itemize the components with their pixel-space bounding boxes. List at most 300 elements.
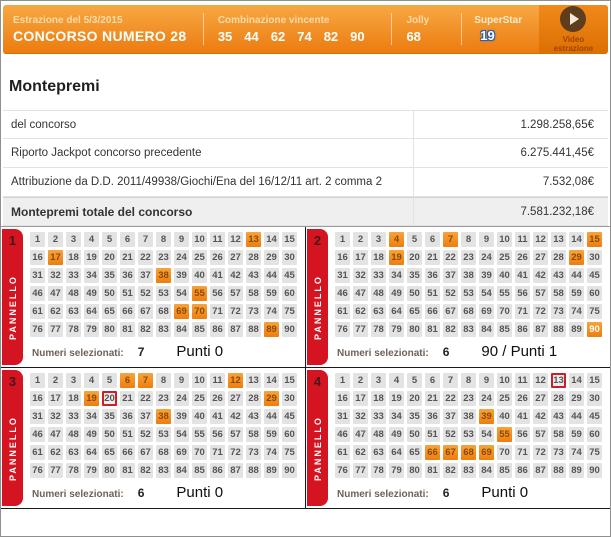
- number-cell[interactable]: 5: [102, 373, 117, 388]
- number-cell[interactable]: 39: [174, 409, 189, 424]
- number-cell[interactable]: 18: [66, 250, 81, 265]
- number-cell[interactable]: 89: [569, 463, 584, 478]
- number-cell[interactable]: 85: [497, 322, 512, 337]
- number-cell[interactable]: 63: [371, 445, 386, 460]
- number-cell[interactable]: 36: [425, 409, 440, 424]
- number-cell[interactable]: 59: [264, 286, 279, 301]
- number-cell[interactable]: 25: [497, 250, 512, 265]
- number-cell[interactable]: 75: [282, 445, 297, 460]
- number-cell[interactable]: 41: [210, 268, 225, 283]
- number-cell[interactable]: 52: [138, 286, 153, 301]
- number-cell[interactable]: 48: [66, 286, 81, 301]
- number-cell[interactable]: 56: [210, 427, 225, 442]
- number-cell[interactable]: 35: [102, 268, 117, 283]
- number-cell[interactable]: 32: [48, 409, 63, 424]
- number-cell[interactable]: 57: [228, 286, 243, 301]
- number-cell[interactable]: 83: [461, 322, 476, 337]
- number-cell[interactable]: 27: [228, 391, 243, 406]
- number-cell[interactable]: 80: [407, 463, 422, 478]
- number-cell[interactable]: 85: [497, 463, 512, 478]
- number-cell[interactable]: 33: [371, 268, 386, 283]
- number-cell[interactable]: 69: [479, 445, 494, 460]
- number-cell[interactable]: 80: [407, 322, 422, 337]
- number-cell[interactable]: 4: [389, 232, 404, 247]
- number-cell[interactable]: 10: [192, 232, 207, 247]
- number-cell[interactable]: 66: [425, 445, 440, 460]
- number-cell[interactable]: 4: [389, 373, 404, 388]
- number-cell[interactable]: 34: [389, 409, 404, 424]
- number-cell[interactable]: 77: [48, 463, 63, 478]
- number-cell[interactable]: 85: [192, 322, 207, 337]
- number-cell[interactable]: 29: [264, 391, 279, 406]
- number-cell[interactable]: 39: [479, 409, 494, 424]
- number-cell[interactable]: 67: [138, 445, 153, 460]
- number-cell[interactable]: 87: [533, 322, 548, 337]
- number-cell[interactable]: 78: [66, 463, 81, 478]
- number-cell[interactable]: 14: [569, 232, 584, 247]
- number-cell[interactable]: 88: [246, 322, 261, 337]
- number-cell[interactable]: 88: [246, 463, 261, 478]
- number-cell[interactable]: 27: [228, 250, 243, 265]
- number-cell[interactable]: 83: [156, 322, 171, 337]
- number-cell[interactable]: 12: [228, 373, 243, 388]
- number-cell[interactable]: 7: [443, 232, 458, 247]
- number-cell[interactable]: 68: [156, 445, 171, 460]
- number-cell[interactable]: 20: [102, 391, 117, 406]
- number-cell[interactable]: 76: [30, 322, 45, 337]
- number-cell[interactable]: 25: [192, 391, 207, 406]
- number-cell[interactable]: 71: [210, 304, 225, 319]
- number-cell[interactable]: 8: [156, 373, 171, 388]
- number-cell[interactable]: 11: [210, 232, 225, 247]
- number-cell[interactable]: 18: [371, 391, 386, 406]
- number-cell[interactable]: 13: [246, 373, 261, 388]
- number-cell[interactable]: 31: [30, 409, 45, 424]
- number-cell[interactable]: 52: [138, 427, 153, 442]
- number-cell[interactable]: 20: [102, 250, 117, 265]
- number-cell[interactable]: 9: [174, 373, 189, 388]
- number-cell[interactable]: 32: [353, 409, 368, 424]
- number-cell[interactable]: 71: [515, 445, 530, 460]
- number-cell[interactable]: 40: [192, 268, 207, 283]
- number-cell[interactable]: 83: [461, 463, 476, 478]
- number-cell[interactable]: 27: [533, 250, 548, 265]
- number-cell[interactable]: 11: [515, 373, 530, 388]
- number-cell[interactable]: 54: [479, 427, 494, 442]
- number-cell[interactable]: 36: [425, 268, 440, 283]
- number-cell[interactable]: 87: [228, 463, 243, 478]
- number-cell[interactable]: 37: [443, 268, 458, 283]
- number-cell[interactable]: 1: [335, 373, 350, 388]
- number-cell[interactable]: 28: [246, 391, 261, 406]
- number-cell[interactable]: 60: [587, 427, 602, 442]
- number-cell[interactable]: 1: [335, 232, 350, 247]
- number-cell[interactable]: 44: [264, 409, 279, 424]
- number-cell[interactable]: 66: [120, 445, 135, 460]
- number-cell[interactable]: 44: [264, 268, 279, 283]
- number-cell[interactable]: 17: [48, 391, 63, 406]
- number-cell[interactable]: 65: [407, 445, 422, 460]
- number-cell[interactable]: 57: [228, 427, 243, 442]
- number-cell[interactable]: 76: [335, 463, 350, 478]
- number-cell[interactable]: 67: [443, 304, 458, 319]
- number-cell[interactable]: 71: [210, 445, 225, 460]
- number-cell[interactable]: 28: [551, 391, 566, 406]
- number-cell[interactable]: 62: [353, 304, 368, 319]
- number-cell[interactable]: 84: [174, 322, 189, 337]
- number-cell[interactable]: 90: [282, 322, 297, 337]
- number-cell[interactable]: 38: [461, 409, 476, 424]
- number-cell[interactable]: 30: [587, 250, 602, 265]
- number-cell[interactable]: 29: [569, 391, 584, 406]
- number-cell[interactable]: 29: [569, 250, 584, 265]
- number-cell[interactable]: 69: [174, 304, 189, 319]
- number-cell[interactable]: 73: [246, 304, 261, 319]
- number-cell[interactable]: 7: [443, 373, 458, 388]
- number-cell[interactable]: 51: [120, 427, 135, 442]
- number-cell[interactable]: 49: [84, 427, 99, 442]
- number-cell[interactable]: 53: [156, 286, 171, 301]
- number-cell[interactable]: 56: [515, 286, 530, 301]
- number-cell[interactable]: 19: [84, 250, 99, 265]
- number-cell[interactable]: 73: [551, 304, 566, 319]
- number-cell[interactable]: 46: [30, 286, 45, 301]
- number-cell[interactable]: 55: [497, 427, 512, 442]
- number-cell[interactable]: 38: [156, 268, 171, 283]
- number-cell[interactable]: 45: [587, 409, 602, 424]
- number-cell[interactable]: 69: [174, 445, 189, 460]
- number-cell[interactable]: 2: [48, 373, 63, 388]
- number-cell[interactable]: 68: [461, 304, 476, 319]
- number-cell[interactable]: 12: [533, 373, 548, 388]
- number-cell[interactable]: 76: [30, 463, 45, 478]
- number-cell[interactable]: 37: [138, 409, 153, 424]
- number-cell[interactable]: 81: [425, 463, 440, 478]
- number-cell[interactable]: 65: [102, 445, 117, 460]
- number-cell[interactable]: 89: [569, 322, 584, 337]
- number-cell[interactable]: 74: [569, 445, 584, 460]
- number-cell[interactable]: 26: [210, 250, 225, 265]
- number-cell[interactable]: 87: [533, 463, 548, 478]
- number-cell[interactable]: 16: [30, 391, 45, 406]
- number-cell[interactable]: 33: [66, 268, 81, 283]
- number-cell[interactable]: 49: [389, 286, 404, 301]
- number-cell[interactable]: 84: [174, 463, 189, 478]
- number-cell[interactable]: 32: [48, 268, 63, 283]
- number-cell[interactable]: 88: [551, 322, 566, 337]
- number-cell[interactable]: 65: [102, 304, 117, 319]
- number-cell[interactable]: 10: [497, 373, 512, 388]
- number-cell[interactable]: 18: [66, 391, 81, 406]
- number-cell[interactable]: 34: [84, 409, 99, 424]
- number-cell[interactable]: 47: [353, 286, 368, 301]
- number-cell[interactable]: 21: [425, 391, 440, 406]
- number-cell[interactable]: 61: [30, 304, 45, 319]
- number-cell[interactable]: 53: [461, 427, 476, 442]
- number-cell[interactable]: 66: [120, 304, 135, 319]
- number-cell[interactable]: 86: [210, 322, 225, 337]
- number-cell[interactable]: 22: [138, 391, 153, 406]
- number-cell[interactable]: 61: [335, 304, 350, 319]
- number-cell[interactable]: 17: [48, 250, 63, 265]
- number-cell[interactable]: 89: [264, 463, 279, 478]
- number-cell[interactable]: 22: [443, 391, 458, 406]
- number-cell[interactable]: 37: [138, 268, 153, 283]
- number-cell[interactable]: 44: [569, 268, 584, 283]
- number-cell[interactable]: 50: [407, 427, 422, 442]
- number-cell[interactable]: 20: [407, 391, 422, 406]
- number-cell[interactable]: 13: [551, 232, 566, 247]
- number-cell[interactable]: 34: [389, 268, 404, 283]
- number-cell[interactable]: 15: [282, 373, 297, 388]
- number-cell[interactable]: 59: [569, 286, 584, 301]
- number-cell[interactable]: 42: [228, 409, 243, 424]
- number-cell[interactable]: 1: [30, 232, 45, 247]
- number-cell[interactable]: 35: [407, 268, 422, 283]
- number-cell[interactable]: 62: [48, 304, 63, 319]
- number-cell[interactable]: 74: [569, 304, 584, 319]
- number-cell[interactable]: 72: [533, 445, 548, 460]
- number-cell[interactable]: 80: [102, 463, 117, 478]
- number-cell[interactable]: 90: [587, 322, 602, 337]
- number-cell[interactable]: 32: [353, 268, 368, 283]
- number-cell[interactable]: 43: [551, 268, 566, 283]
- number-cell[interactable]: 5: [407, 232, 422, 247]
- number-cell[interactable]: 81: [120, 463, 135, 478]
- number-cell[interactable]: 17: [353, 391, 368, 406]
- number-cell[interactable]: 61: [335, 445, 350, 460]
- number-cell[interactable]: 12: [533, 232, 548, 247]
- number-cell[interactable]: 49: [84, 286, 99, 301]
- number-cell[interactable]: 78: [371, 322, 386, 337]
- number-cell[interactable]: 21: [120, 250, 135, 265]
- number-cell[interactable]: 79: [389, 322, 404, 337]
- number-cell[interactable]: 16: [335, 391, 350, 406]
- number-cell[interactable]: 11: [210, 373, 225, 388]
- number-cell[interactable]: 42: [533, 268, 548, 283]
- number-cell[interactable]: 51: [425, 286, 440, 301]
- number-cell[interactable]: 48: [371, 427, 386, 442]
- number-cell[interactable]: 6: [120, 232, 135, 247]
- number-cell[interactable]: 24: [174, 391, 189, 406]
- number-cell[interactable]: 70: [497, 445, 512, 460]
- number-cell[interactable]: 67: [443, 445, 458, 460]
- number-cell[interactable]: 79: [84, 463, 99, 478]
- number-cell[interactable]: 50: [102, 286, 117, 301]
- number-cell[interactable]: 50: [102, 427, 117, 442]
- number-cell[interactable]: 38: [461, 268, 476, 283]
- number-cell[interactable]: 8: [156, 232, 171, 247]
- number-cell[interactable]: 82: [443, 322, 458, 337]
- number-cell[interactable]: 14: [264, 232, 279, 247]
- number-cell[interactable]: 61: [30, 445, 45, 460]
- number-cell[interactable]: 57: [533, 427, 548, 442]
- number-cell[interactable]: 5: [407, 373, 422, 388]
- number-cell[interactable]: 2: [48, 232, 63, 247]
- number-cell[interactable]: 41: [515, 268, 530, 283]
- number-cell[interactable]: 90: [282, 463, 297, 478]
- number-cell[interactable]: 6: [425, 232, 440, 247]
- number-cell[interactable]: 72: [533, 304, 548, 319]
- number-cell[interactable]: 67: [138, 304, 153, 319]
- number-cell[interactable]: 70: [192, 445, 207, 460]
- number-cell[interactable]: 84: [479, 463, 494, 478]
- number-cell[interactable]: 87: [228, 322, 243, 337]
- number-cell[interactable]: 13: [246, 232, 261, 247]
- number-cell[interactable]: 5: [102, 232, 117, 247]
- number-cell[interactable]: 46: [30, 427, 45, 442]
- number-cell[interactable]: 85: [192, 463, 207, 478]
- number-cell[interactable]: 6: [425, 373, 440, 388]
- number-cell[interactable]: 47: [353, 427, 368, 442]
- number-cell[interactable]: 64: [84, 304, 99, 319]
- video-estrazione-button[interactable]: [539, 5, 608, 53]
- number-cell[interactable]: 77: [48, 322, 63, 337]
- number-cell[interactable]: 86: [210, 463, 225, 478]
- number-cell[interactable]: 58: [246, 286, 261, 301]
- number-cell[interactable]: 23: [461, 250, 476, 265]
- number-cell[interactable]: 27: [533, 391, 548, 406]
- number-cell[interactable]: 11: [515, 232, 530, 247]
- number-cell[interactable]: 4: [84, 232, 99, 247]
- number-cell[interactable]: 8: [461, 232, 476, 247]
- number-cell[interactable]: 70: [497, 304, 512, 319]
- number-cell[interactable]: 23: [461, 391, 476, 406]
- number-cell[interactable]: 16: [30, 250, 45, 265]
- number-cell[interactable]: 25: [497, 391, 512, 406]
- number-cell[interactable]: 1: [30, 373, 45, 388]
- number-cell[interactable]: 18: [371, 250, 386, 265]
- number-cell[interactable]: 30: [587, 391, 602, 406]
- number-cell[interactable]: 81: [425, 322, 440, 337]
- number-cell[interactable]: 73: [551, 445, 566, 460]
- number-cell[interactable]: 3: [66, 232, 81, 247]
- number-cell[interactable]: 34: [84, 268, 99, 283]
- number-cell[interactable]: 39: [174, 268, 189, 283]
- number-cell[interactable]: 77: [353, 463, 368, 478]
- number-cell[interactable]: 22: [443, 250, 458, 265]
- number-cell[interactable]: 45: [587, 268, 602, 283]
- number-cell[interactable]: 13: [551, 373, 566, 388]
- number-cell[interactable]: 63: [66, 445, 81, 460]
- number-cell[interactable]: 76: [335, 322, 350, 337]
- number-cell[interactable]: 14: [264, 373, 279, 388]
- number-cell[interactable]: 68: [156, 304, 171, 319]
- number-cell[interactable]: 46: [335, 427, 350, 442]
- number-cell[interactable]: 7: [138, 232, 153, 247]
- number-cell[interactable]: 20: [407, 250, 422, 265]
- number-cell[interactable]: 25: [192, 250, 207, 265]
- number-cell[interactable]: 14: [569, 373, 584, 388]
- number-cell[interactable]: 36: [120, 409, 135, 424]
- number-cell[interactable]: 75: [587, 304, 602, 319]
- number-cell[interactable]: 83: [156, 463, 171, 478]
- number-cell[interactable]: 64: [84, 445, 99, 460]
- number-cell[interactable]: 24: [479, 391, 494, 406]
- number-cell[interactable]: 4: [84, 373, 99, 388]
- number-cell[interactable]: 30: [282, 250, 297, 265]
- number-cell[interactable]: 46: [335, 286, 350, 301]
- number-cell[interactable]: 10: [192, 373, 207, 388]
- number-cell[interactable]: 63: [66, 304, 81, 319]
- number-cell[interactable]: 89: [264, 322, 279, 337]
- number-cell[interactable]: 64: [389, 445, 404, 460]
- number-cell[interactable]: 86: [515, 463, 530, 478]
- number-cell[interactable]: 48: [66, 427, 81, 442]
- number-cell[interactable]: 74: [264, 304, 279, 319]
- number-cell[interactable]: 55: [192, 286, 207, 301]
- number-cell[interactable]: 22: [138, 250, 153, 265]
- number-cell[interactable]: 3: [66, 373, 81, 388]
- number-cell[interactable]: 73: [246, 445, 261, 460]
- number-cell[interactable]: 74: [264, 445, 279, 460]
- number-cell[interactable]: 90: [587, 463, 602, 478]
- number-cell[interactable]: 59: [569, 427, 584, 442]
- number-cell[interactable]: 57: [533, 286, 548, 301]
- number-cell[interactable]: 10: [497, 232, 512, 247]
- number-cell[interactable]: 31: [335, 409, 350, 424]
- number-cell[interactable]: 35: [102, 409, 117, 424]
- number-cell[interactable]: 31: [30, 268, 45, 283]
- number-cell[interactable]: 84: [479, 322, 494, 337]
- number-cell[interactable]: 21: [425, 250, 440, 265]
- number-cell[interactable]: 33: [66, 409, 81, 424]
- number-cell[interactable]: 31: [335, 268, 350, 283]
- number-cell[interactable]: 78: [371, 463, 386, 478]
- number-cell[interactable]: 21: [120, 391, 135, 406]
- number-cell[interactable]: 66: [425, 304, 440, 319]
- number-cell[interactable]: 24: [174, 250, 189, 265]
- number-cell[interactable]: 60: [587, 286, 602, 301]
- number-cell[interactable]: 19: [389, 391, 404, 406]
- number-cell[interactable]: 3: [371, 373, 386, 388]
- number-cell[interactable]: 9: [479, 373, 494, 388]
- number-cell[interactable]: 54: [479, 286, 494, 301]
- number-cell[interactable]: 75: [587, 445, 602, 460]
- number-cell[interactable]: 68: [461, 445, 476, 460]
- number-cell[interactable]: 78: [66, 322, 81, 337]
- number-cell[interactable]: 51: [120, 286, 135, 301]
- number-cell[interactable]: 50: [407, 286, 422, 301]
- number-cell[interactable]: 38: [156, 409, 171, 424]
- number-cell[interactable]: 72: [228, 445, 243, 460]
- number-cell[interactable]: 49: [389, 427, 404, 442]
- number-cell[interactable]: 2: [353, 232, 368, 247]
- number-cell[interactable]: 42: [228, 268, 243, 283]
- number-cell[interactable]: 56: [210, 286, 225, 301]
- number-cell[interactable]: 40: [497, 409, 512, 424]
- number-cell[interactable]: 58: [551, 427, 566, 442]
- number-cell[interactable]: 56: [515, 427, 530, 442]
- number-cell[interactable]: 15: [587, 232, 602, 247]
- number-cell[interactable]: 44: [569, 409, 584, 424]
- number-cell[interactable]: 17: [353, 250, 368, 265]
- number-cell[interactable]: 86: [515, 322, 530, 337]
- number-cell[interactable]: 82: [138, 463, 153, 478]
- number-cell[interactable]: 23: [156, 250, 171, 265]
- number-cell[interactable]: 77: [353, 322, 368, 337]
- number-cell[interactable]: 6: [120, 373, 135, 388]
- number-cell[interactable]: 29: [264, 250, 279, 265]
- number-cell[interactable]: 12: [228, 232, 243, 247]
- number-cell[interactable]: 48: [371, 286, 386, 301]
- number-cell[interactable]: 15: [282, 232, 297, 247]
- number-cell[interactable]: 45: [282, 268, 297, 283]
- number-cell[interactable]: 40: [497, 268, 512, 283]
- number-cell[interactable]: 58: [246, 427, 261, 442]
- number-cell[interactable]: 43: [246, 409, 261, 424]
- number-cell[interactable]: 40: [192, 409, 207, 424]
